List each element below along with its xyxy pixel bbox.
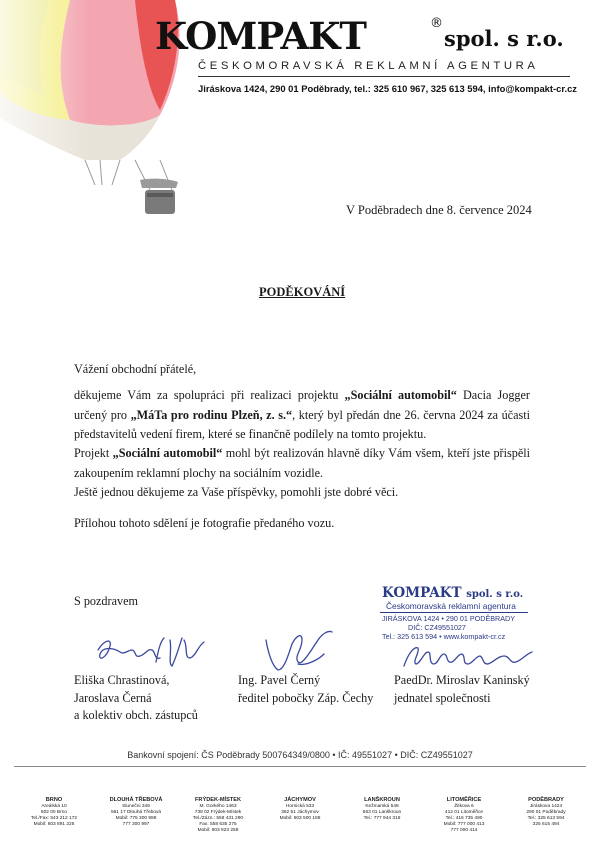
branch-jachymov — [260, 797, 340, 834]
branch-name: BRNO — [45, 797, 63, 803]
branch-line: Slunečni 346 — [122, 804, 150, 809]
branch-line: Mobil: 777 000 413 — [443, 822, 485, 827]
stamp-company-suffix: spol. s r.o. — [466, 589, 524, 600]
branch-line: Mobil: 603 823 258 — [197, 828, 239, 833]
registered-mark: ® — [430, 16, 443, 31]
stamp-subtitle: Českomoravská reklamní agentura — [386, 601, 516, 611]
branch-lanskroun — [342, 797, 422, 834]
signer-role: a kolektiv obch. zástupců — [74, 708, 198, 722]
branch-line: 563 01 Lanškroun — [362, 810, 402, 815]
company-stamp — [380, 585, 560, 645]
paragraph-1-text: , který byl předán dne 26. června 2024 za účasti představitelů vedení firem, které se finančně podílely na tomto projektu. — [74, 407, 531, 441]
signature-cerny — [262, 626, 342, 676]
signer-name: Jaroslava Černá — [74, 690, 152, 705]
branch-line: Areálská 10 — [41, 804, 67, 809]
greeting: Vážení obchodní přátelé, — [74, 362, 197, 376]
letter-date: V Poděbradech dne 8. července 2024 — [346, 203, 532, 217]
branch-name: JÁCHYMOV — [284, 797, 316, 803]
stamp-vat: DIČ: CZ49551027 — [408, 623, 466, 632]
closing-salutation: S pozdravem — [74, 594, 138, 608]
stamp-company: KOMPAKT — [382, 585, 462, 601]
branch-line: 561 17 Dlouhá Třebová — [110, 810, 162, 815]
branch-line: Tel.: 777 944 319 — [363, 816, 401, 821]
branch-line: Mobil: 603 891 225 — [33, 822, 75, 827]
signer-role: jednatel společnosti — [394, 690, 491, 705]
branch-line: 602 00 Brno — [40, 810, 68, 815]
signer-name: Eliška Chrastinová, — [74, 673, 170, 687]
branch-line: Žitkova 6 — [454, 804, 474, 809]
letter-title: PODĚKOVÁNÍ — [259, 285, 346, 299]
company-logo — [155, 14, 575, 59]
signer-managing-director — [394, 672, 530, 707]
branch-line: 777 300 997 — [122, 822, 150, 827]
branch-name: DLOUHÁ TŘEBOVÁ — [109, 797, 163, 803]
signer-name: PaedDr. Miroslav Kaninský — [394, 673, 530, 687]
signature-kaninsky — [400, 638, 540, 674]
stamp-divider — [380, 612, 528, 613]
branch-line: 362 51 Jáchymov — [281, 810, 319, 815]
branch-line: Mobil: 775 300 998 — [115, 816, 157, 821]
branch-name: LITOMĚŘICE — [446, 797, 482, 803]
branch-line: 290 01 Poděbrady — [526, 810, 566, 815]
stamp-title — [382, 585, 523, 601]
stamp-address: JIRÁSKOVA 1424 • 290 01 PODĚBRADY — [382, 614, 516, 623]
branch-line: Tel.: 325 613 594 — [527, 816, 565, 821]
signature-chrastinova — [94, 632, 214, 674]
signer-role: ředitel pobočky Záp. Čechy — [238, 690, 374, 705]
branch-line: Kežmarská 548 — [365, 804, 399, 809]
branch-line: 325 615 494 — [532, 822, 560, 827]
branch-podebrady — [506, 797, 586, 834]
branch-list — [14, 797, 586, 834]
footer-divider — [14, 766, 586, 767]
branch-brno — [14, 797, 94, 834]
branch-line: Jiráskova 1424 — [529, 804, 563, 809]
branch-line: Mobil: 603 500 188 — [279, 816, 321, 821]
company-suffix: spol. s r.o. — [444, 26, 564, 51]
company-tagline: ČESKOMORAVSKÁ REKLAMNÍ AGENTURA — [198, 60, 539, 72]
header-divider — [198, 76, 570, 77]
bank-details: Bankovní spojení: ČS Poděbrady 500764349/0800 • IČ: 49551027 • DIČ: CZ49551027 — [127, 750, 473, 760]
recipient-name: „MáTa pro rodinu Plzeň, z. s.“ — [130, 407, 293, 422]
paragraph-1 — [74, 386, 530, 445]
paragraph-1-text: Dacia Jogger určený pro — [74, 388, 530, 422]
paragraph-3: Ještě jednou děkujeme za Vaše příspěvky, pomohli jste dobré věci. — [74, 485, 399, 499]
signer-name: Ing. Pavel Černý — [238, 673, 321, 687]
branch-frydek-mistek — [178, 797, 258, 834]
paragraph-2 — [74, 444, 530, 483]
paragraph-2-text: mohl být realizován hlavně díky Vám všem, kteří jste přispěli zakoupením reklamní plochy na sociálním vozidle. — [74, 446, 530, 480]
paragraph-4: Přílohou tohoto sdělení je fotografie předaného vozu. — [74, 516, 335, 530]
branch-name: FRÝDEK-MÍSTEK — [195, 797, 241, 803]
stamp-contact: Tel.: 325 613 594 • www.kompakt-cr.cz — [382, 632, 506, 641]
branch-line: Fax: 558 635 275 — [199, 822, 237, 827]
branch-line: Tel./Zázn.: 558 431 290 — [192, 816, 244, 821]
project-name: „Sociální automobil“ — [344, 388, 457, 402]
branch-line: Tel./Fax: 543 212 172 — [30, 816, 78, 821]
branch-line: Tel.: 416 735 490 — [445, 816, 483, 821]
branch-line: 738 02 Frýdek-Místek — [194, 810, 242, 815]
branch-name: LANŠKROUN — [364, 797, 400, 803]
branch-litomerice — [424, 797, 504, 834]
company-address: Jiráskova 1424, 290 01 Poděbrady, tel.: 325 610 967, 325 613 594, info@kompakt-cr.cz — [198, 83, 577, 94]
signer-branch-director — [238, 672, 373, 707]
company-name: KOMPAKT — [155, 14, 366, 58]
paragraph-2-text: Projekt — [74, 446, 113, 460]
branch-line: 777 000 414 — [450, 828, 478, 833]
branch-line: M. Gorkého 1463 — [199, 804, 237, 809]
project-name: „Sociální automobil“ — [112, 446, 223, 460]
branch-line: 412 01 Litoměřice — [444, 810, 484, 815]
branch-name: PODĚBRADY — [528, 797, 564, 803]
paragraph-1-text: děkujeme Vám za spolupráci při realizaci projektu — [74, 388, 345, 402]
branch-line: Hornická 533 — [285, 804, 315, 809]
signer-sales-team — [74, 672, 198, 725]
branch-dlouha-trebova — [96, 797, 176, 834]
